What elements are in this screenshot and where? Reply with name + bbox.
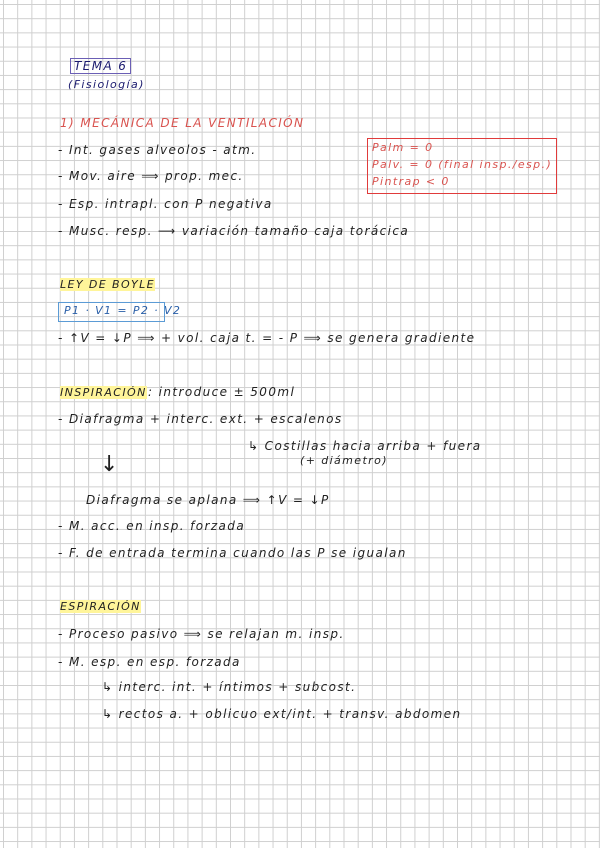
list-item: - M. esp. en esp. forzada <box>58 655 241 669</box>
subject-label: (Fisiología) <box>68 78 145 91</box>
list-item: - Int. gases alveolos - atm. <box>58 143 257 157</box>
list-item: - Esp. intrapl. con P negativa <box>58 197 273 211</box>
list-item: - M. acc. en insp. forzada <box>58 519 246 533</box>
pressure-line: Palm = 0 <box>372 141 434 154</box>
section-title-boyle: LEY DE BOYLE <box>60 278 156 291</box>
list-item: - Proceso pasivo ⟹ se relajan m. insp. <box>58 627 345 641</box>
tema-label: TEMA 6 <box>70 58 131 74</box>
inspiration-line: Diafragma se aplana ⟹ ↑V = ↓P <box>86 493 330 507</box>
list-item: - Diafragma + interc. ext. + escalenos <box>58 412 343 426</box>
branch-note: (+ diámetro) <box>300 454 388 467</box>
list-item: - F. de entrada termina cuando las P se igualan <box>58 546 407 560</box>
sub-item: ↳ rectos a. + oblicuo ext/int. + transv. abdomen <box>102 707 462 721</box>
boyle-formula: P1 · V1 = P2 · V2 <box>64 304 182 317</box>
pressure-line: Palv. = 0 (final insp./esp.) <box>372 158 553 171</box>
section-title-mecanica: 1) MECÁNICA DE LA VENTILACIÓN <box>60 116 305 130</box>
sub-item: ↳ interc. int. + íntimos + subcost. <box>102 680 357 694</box>
branch-text: ↳ Costillas hacia arriba + fuera <box>248 439 482 453</box>
boyle-line: - ↑V = ↓P ⟹ + vol. caja t. = - P ⟹ se genera gradiente <box>58 331 476 345</box>
section-title-espiracion: ESPIRACIÓN <box>60 600 141 613</box>
list-item: - Musc. resp. ⟶ variación tamaño caja torácica <box>58 224 410 238</box>
pressure-line: Pintrap < 0 <box>372 175 450 188</box>
list-item: - Mov. aire ⟹ prop. mec. <box>58 169 244 183</box>
down-arrow-icon: ↓ <box>100 452 120 477</box>
inspiration-volume: : introduce ± 500ml <box>148 385 296 399</box>
section-title-inspiracion: INSPIRACIÓN <box>60 386 147 399</box>
